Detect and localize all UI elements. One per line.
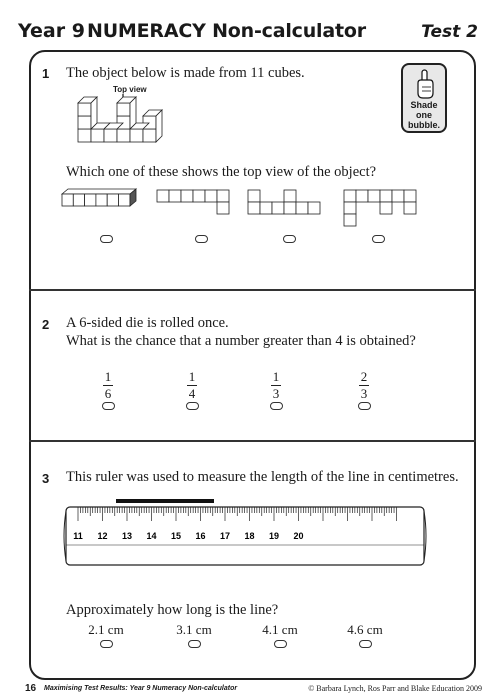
pointing-hand-icon [416, 69, 434, 99]
q1-bubble-a[interactable] [100, 235, 113, 243]
q1-option-c-figure [248, 189, 328, 217]
q2-bubble-c[interactable] [270, 402, 283, 410]
q2-text: A 6-sided die is rolled once. [66, 315, 229, 331]
q3-number: 3 [42, 471, 50, 486]
page-header [18, 20, 480, 48]
test-label: Test 2 [421, 22, 478, 42]
q1-question: Which one of these shows the top view of the object? [66, 164, 377, 180]
ruler-label: 19 [268, 531, 280, 541]
q1-option-b-figure [157, 189, 237, 217]
q1-bubble-c[interactable] [283, 235, 296, 243]
q2-bubble-d[interactable] [358, 402, 371, 410]
ruler-label: 11 [73, 531, 83, 541]
q1-bubble-d[interactable] [372, 235, 385, 243]
ruler-label: 15 [170, 531, 182, 541]
q1-number: 1 [42, 66, 50, 81]
q3-option-b: 3.1 cm [176, 622, 212, 637]
ruler-label: 12 [97, 531, 108, 541]
footer-title: Maximising Test Results: Year 9 Numeracy Non-calculator [44, 685, 238, 692]
q2-option-a: 1 6 [104, 369, 112, 401]
q1-text: The object below is made from 11 cubes. [66, 65, 305, 81]
subject-title: NUMERACY Non-calculator [87, 20, 366, 42]
q3-bubble-d[interactable] [359, 640, 372, 648]
copyright: © Barbara Lynch, Ros Parr and Blake Education 2009 [308, 684, 482, 693]
q2-option-b: 1 4 [188, 369, 196, 401]
shade-one-bubble-badge [401, 63, 447, 133]
q3-option-d: 4.6 cm [347, 622, 383, 637]
ruler-label: 16 [195, 531, 206, 541]
q1-option-d-figure [344, 189, 424, 229]
q2-question: What is the chance that a number greater than 4 is obtained? [66, 333, 416, 349]
q1-bubble-b[interactable] [195, 235, 208, 243]
ruler-label: 20 [293, 531, 304, 541]
cube-object-figure [76, 96, 166, 146]
q3-option-c: 4.1 cm [262, 622, 298, 637]
ruler [64, 505, 428, 569]
q2-option-d: 2 3 [360, 369, 368, 401]
q3-bubble-a[interactable] [100, 640, 113, 648]
badge-text: Shade one bubble. [408, 100, 440, 130]
q2-number: 2 [42, 317, 50, 332]
measured-line [116, 499, 214, 503]
q3-bubble-b[interactable] [188, 640, 201, 648]
ruler-label: 14 [146, 531, 157, 541]
q2-option-c: 1 3 [272, 369, 280, 401]
q2-bubble-b[interactable] [186, 402, 199, 410]
top-view-label: Top view [113, 85, 147, 94]
ruler-label: 13 [121, 531, 133, 541]
q3-option-a: 2.1 cm [88, 622, 124, 637]
q1-option-a-figure [60, 188, 140, 210]
q3-text: This ruler was used to measure the length of the line in centimetres. [66, 469, 459, 485]
ruler-label: 18 [244, 531, 255, 541]
q3-bubble-c[interactable] [274, 640, 287, 648]
q3-question: Approximately how long is the line? [66, 602, 279, 618]
ruler-label: 17 [219, 531, 231, 541]
divider-q2-q3 [29, 440, 476, 442]
year-label: Year 9 [18, 20, 85, 42]
q2-bubble-a[interactable] [102, 402, 115, 410]
divider-q1-q2 [29, 289, 476, 291]
page-number: 16 [25, 683, 37, 694]
